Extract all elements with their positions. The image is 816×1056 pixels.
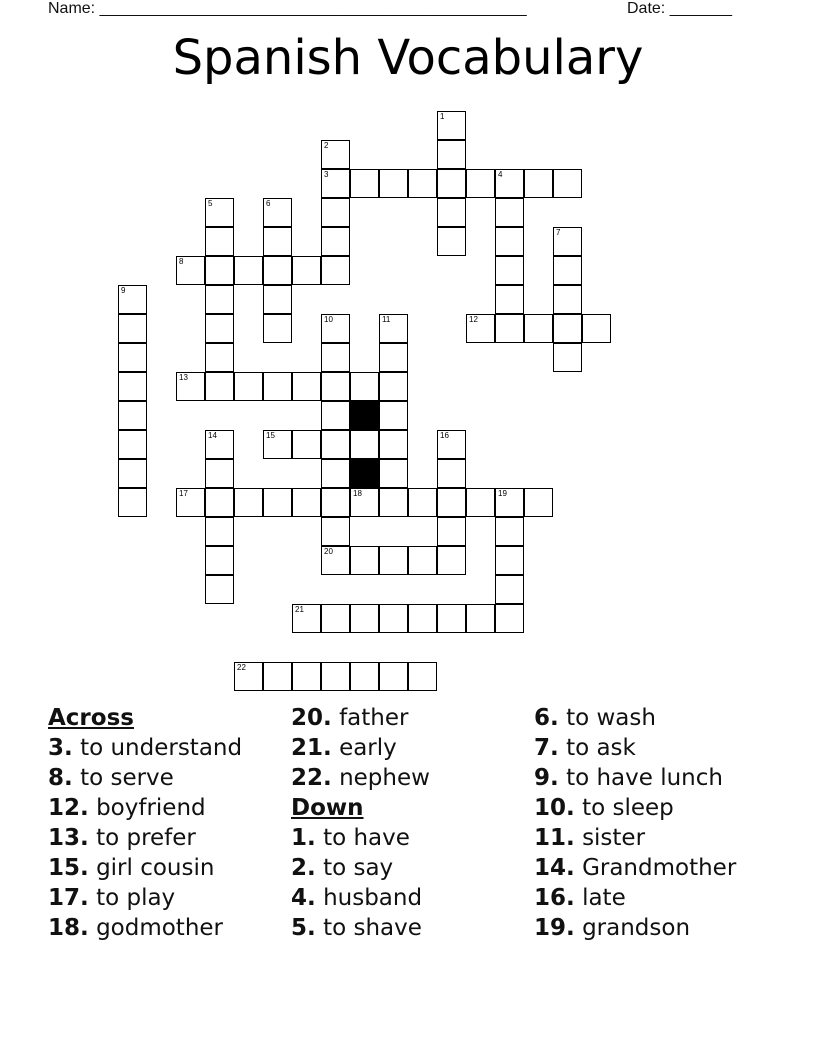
- crossword-cell[interactable]: [263, 662, 292, 691]
- crossword-cell[interactable]: [379, 430, 408, 459]
- cell-number: 7: [556, 228, 561, 237]
- clue-item: [291, 823, 430, 853]
- clue-number: 13.: [48, 825, 89, 851]
- clue-number: 7.: [534, 735, 559, 761]
- clue-text: to wash: [566, 705, 656, 731]
- clue-number: 14.: [534, 855, 575, 881]
- clue-item: [534, 913, 736, 943]
- clue-item: [534, 823, 736, 853]
- clue-text: father: [339, 705, 409, 731]
- clue-text: to say: [323, 855, 394, 881]
- crossword-cell[interactable]: [379, 372, 408, 401]
- crossword-cell[interactable]: [437, 140, 466, 169]
- crossword-cell[interactable]: [553, 343, 582, 372]
- crossword-cell[interactable]: [321, 401, 350, 430]
- crossword-cell[interactable]: [321, 459, 350, 488]
- crossword-cell[interactable]: [379, 546, 408, 575]
- clue-item: [48, 733, 242, 763]
- crossword-cell[interactable]: [263, 256, 292, 285]
- crossword-cell[interactable]: [321, 314, 350, 343]
- crossword-cell[interactable]: [205, 488, 234, 517]
- crossword-cell[interactable]: [350, 662, 379, 691]
- clue-number: 11.: [534, 825, 575, 851]
- cell-number: 2: [324, 141, 329, 150]
- crossword-cell[interactable]: [437, 430, 466, 459]
- crossword-cell[interactable]: [408, 488, 437, 517]
- clue-number: 5.: [291, 915, 316, 941]
- clue-item: [48, 883, 242, 913]
- crossword-cell[interactable]: [466, 488, 495, 517]
- crossword-cell[interactable]: [437, 198, 466, 227]
- cell-number: 6: [266, 199, 271, 208]
- crossword-cell[interactable]: [495, 517, 524, 546]
- clue-number: 22.: [291, 765, 332, 791]
- crossword-cell[interactable]: [205, 575, 234, 604]
- clues-column-1: [48, 703, 242, 943]
- crossword-cell[interactable]: [321, 546, 350, 575]
- crossword-cell[interactable]: [321, 604, 350, 633]
- crossword-cell[interactable]: [176, 372, 205, 401]
- clue-text: to prefer: [96, 825, 196, 851]
- clue-text: grandson: [582, 915, 691, 941]
- clue-text: Grandmother: [582, 855, 737, 881]
- crossword-cell[interactable]: [205, 372, 234, 401]
- clue-number: 1.: [291, 825, 316, 851]
- crossword-cell[interactable]: [553, 227, 582, 256]
- crossword-cell[interactable]: [350, 488, 379, 517]
- crossword-cell[interactable]: [118, 430, 147, 459]
- crossword-cell[interactable]: [292, 488, 321, 517]
- cell-number: 22: [237, 663, 246, 672]
- clue-number: 17.: [48, 885, 89, 911]
- clue-number: 21.: [291, 735, 332, 761]
- crossword-cell[interactable]: [205, 314, 234, 343]
- clue-text: to understand: [80, 735, 243, 761]
- crossword-cell[interactable]: [118, 488, 147, 517]
- crossword-cell[interactable]: [205, 256, 234, 285]
- clue-number: 15.: [48, 855, 89, 881]
- crossword-cell[interactable]: [321, 140, 350, 169]
- clue-item: [534, 733, 736, 763]
- cell-number: 15: [266, 431, 275, 440]
- clue-text: husband: [323, 885, 423, 911]
- crossword-cell[interactable]: [321, 169, 350, 198]
- clues-column-3: [534, 703, 736, 943]
- page-title: Spanish Vocabulary: [172, 30, 644, 86]
- crossword-cell[interactable]: [350, 546, 379, 575]
- crossword-cell[interactable]: [234, 256, 263, 285]
- crossword-cell[interactable]: [495, 227, 524, 256]
- clue-item: [291, 733, 430, 763]
- crossword-cell[interactable]: [263, 314, 292, 343]
- crossword-cell[interactable]: [205, 227, 234, 256]
- cell-number: 20: [324, 547, 333, 556]
- clue-item: [291, 763, 430, 793]
- clue-number: 18.: [48, 915, 89, 941]
- cell-number: 4: [498, 170, 503, 179]
- crossword-cell[interactable]: [350, 372, 379, 401]
- clue-item: [291, 913, 430, 943]
- crossword-cell[interactable]: [118, 343, 147, 372]
- crossword-cell[interactable]: [350, 604, 379, 633]
- blocked-square: [350, 459, 379, 488]
- crossword-cell[interactable]: [437, 227, 466, 256]
- clue-number: 8.: [48, 765, 73, 791]
- clue-item: [534, 853, 736, 883]
- clue-number: 3.: [48, 735, 73, 761]
- crossword-cell[interactable]: [292, 372, 321, 401]
- clue-text: to shave: [323, 915, 422, 941]
- clue-number: 2.: [291, 855, 316, 881]
- cell-number: 19: [498, 489, 507, 498]
- cell-number: 14: [208, 431, 217, 440]
- crossword-cell[interactable]: [350, 169, 379, 198]
- crossword-cell[interactable]: [524, 314, 553, 343]
- crossword-cell[interactable]: [437, 459, 466, 488]
- clue-item: [291, 703, 430, 733]
- crossword-cell[interactable]: [205, 546, 234, 575]
- crossword-cell[interactable]: [408, 604, 437, 633]
- crossword-cell[interactable]: [263, 227, 292, 256]
- crossword-cell[interactable]: [437, 111, 466, 140]
- clue-number: 4.: [291, 885, 316, 911]
- crossword-cell[interactable]: [495, 604, 524, 633]
- crossword-cell[interactable]: [408, 169, 437, 198]
- crossword-cell[interactable]: [553, 169, 582, 198]
- clue-text: to serve: [80, 765, 174, 791]
- crossword-cell[interactable]: [524, 488, 553, 517]
- crossword-cell[interactable]: [263, 430, 292, 459]
- crossword-cell[interactable]: [495, 314, 524, 343]
- clues-column-2: [291, 703, 430, 943]
- cell-number: 5: [208, 199, 213, 208]
- clue-text: godmother: [96, 915, 224, 941]
- crossword-cell[interactable]: [292, 662, 321, 691]
- clue-section-heading: Down: [291, 795, 364, 821]
- crossword-cell[interactable]: [263, 372, 292, 401]
- clue-number: 6.: [534, 705, 559, 731]
- date-field-label: Date: _______: [627, 0, 732, 17]
- cell-number: 13: [179, 373, 188, 382]
- crossword-cell[interactable]: [408, 662, 437, 691]
- crossword-cell[interactable]: [553, 285, 582, 314]
- cell-number: 11: [382, 315, 391, 324]
- crossword-cell[interactable]: [118, 401, 147, 430]
- crossword-cell[interactable]: [379, 662, 408, 691]
- crossword-cell[interactable]: [205, 198, 234, 227]
- crossword-cell[interactable]: [263, 488, 292, 517]
- crossword-cell[interactable]: [379, 343, 408, 372]
- clue-text: sister: [582, 825, 646, 851]
- crossword-cell[interactable]: [466, 604, 495, 633]
- cell-number: 3: [324, 170, 329, 179]
- clue-text: early: [339, 735, 397, 761]
- crossword-cell[interactable]: [379, 488, 408, 517]
- crossword-cell[interactable]: [176, 256, 205, 285]
- crossword-cell[interactable]: [379, 459, 408, 488]
- crossword-cell[interactable]: [321, 227, 350, 256]
- clue-item: [48, 913, 242, 943]
- crossword-cell[interactable]: [205, 343, 234, 372]
- crossword-cell[interactable]: [437, 517, 466, 546]
- clue-text: late: [582, 885, 626, 911]
- crossword-cell[interactable]: [379, 401, 408, 430]
- crossword-cell[interactable]: [263, 198, 292, 227]
- clue-text: girl cousin: [96, 855, 215, 881]
- crossword-cell[interactable]: [263, 285, 292, 314]
- cell-number: 21: [295, 605, 304, 614]
- crossword-cell[interactable]: [495, 285, 524, 314]
- clue-number: 20.: [291, 705, 332, 731]
- clue-number: 10.: [534, 795, 575, 821]
- clue-item: [534, 763, 736, 793]
- crossword-cell[interactable]: [118, 459, 147, 488]
- crossword-cell[interactable]: [437, 169, 466, 198]
- clue-number: 19.: [534, 915, 575, 941]
- crossword-cell[interactable]: [437, 546, 466, 575]
- crossword-cell[interactable]: [234, 488, 263, 517]
- clue-item: [48, 853, 242, 883]
- cell-number: 1: [440, 112, 445, 121]
- clue-section-heading: Across: [48, 705, 134, 731]
- crossword-cell[interactable]: [234, 662, 263, 691]
- clue-item: [291, 883, 430, 913]
- crossword-cell[interactable]: [176, 488, 205, 517]
- crossword-cell[interactable]: [321, 343, 350, 372]
- crossword-cell[interactable]: [321, 372, 350, 401]
- clue-item: [48, 793, 242, 823]
- crossword-cell[interactable]: [495, 169, 524, 198]
- cell-number: 8: [179, 257, 184, 266]
- clue-text: boyfriend: [96, 795, 206, 821]
- crossword-cell[interactable]: [321, 488, 350, 517]
- crossword-cell[interactable]: [495, 198, 524, 227]
- crossword-cell[interactable]: [350, 430, 379, 459]
- cell-number: 9: [121, 286, 126, 295]
- crossword-cell[interactable]: [321, 430, 350, 459]
- crossword-cell[interactable]: [524, 169, 553, 198]
- clue-text: to have lunch: [566, 765, 723, 791]
- crossword-cell[interactable]: [205, 517, 234, 546]
- crossword-cell[interactable]: [118, 314, 147, 343]
- crossword-cell[interactable]: [118, 372, 147, 401]
- crossword-cell[interactable]: [408, 546, 437, 575]
- clue-item: [534, 703, 736, 733]
- crossword-cell[interactable]: [495, 256, 524, 285]
- clue-number: 16.: [534, 885, 575, 911]
- name-field-label: Name: ________________________________________________: [48, 0, 527, 17]
- crossword-cell[interactable]: [292, 604, 321, 633]
- crossword-cell[interactable]: [292, 256, 321, 285]
- crossword-cell[interactable]: [205, 430, 234, 459]
- crossword-cell[interactable]: [379, 314, 408, 343]
- cell-number: 10: [324, 315, 333, 324]
- crossword-cell[interactable]: [379, 169, 408, 198]
- crossword-cell[interactable]: [466, 314, 495, 343]
- crossword-cell[interactable]: [582, 314, 611, 343]
- crossword-cell[interactable]: [292, 430, 321, 459]
- cell-number: 16: [440, 431, 449, 440]
- crossword-cell[interactable]: [321, 662, 350, 691]
- cell-number: 18: [353, 489, 362, 498]
- crossword-cell[interactable]: [379, 604, 408, 633]
- cell-number: 17: [179, 489, 188, 498]
- clue-item: [48, 823, 242, 853]
- clue-item: [291, 853, 430, 883]
- crossword-cell[interactable]: [553, 314, 582, 343]
- cell-number: 12: [469, 315, 478, 324]
- crossword-cell[interactable]: [205, 459, 234, 488]
- crossword-cell[interactable]: [495, 488, 524, 517]
- crossword-cell[interactable]: [321, 256, 350, 285]
- clue-number: 9.: [534, 765, 559, 791]
- crossword-cell[interactable]: [553, 256, 582, 285]
- clue-number: 12.: [48, 795, 89, 821]
- clue-item: [534, 883, 736, 913]
- clue-text: nephew: [339, 765, 430, 791]
- crossword-cell[interactable]: [466, 169, 495, 198]
- clue-text: to play: [96, 885, 176, 911]
- crossword-cell[interactable]: [495, 546, 524, 575]
- crossword-cell[interactable]: [321, 198, 350, 227]
- clue-text: to ask: [566, 735, 636, 761]
- crossword-cell[interactable]: [321, 517, 350, 546]
- blocked-square: [350, 401, 379, 430]
- crossword-cell[interactable]: [205, 285, 234, 314]
- crossword-cell[interactable]: [234, 372, 263, 401]
- clue-text: to sleep: [582, 795, 674, 821]
- crossword-cell[interactable]: [495, 575, 524, 604]
- crossword-cell[interactable]: [437, 604, 466, 633]
- crossword-cell[interactable]: [437, 488, 466, 517]
- clue-text: to have: [323, 825, 410, 851]
- crossword-cell[interactable]: [118, 285, 147, 314]
- clue-item: [48, 763, 242, 793]
- clue-item: [534, 793, 736, 823]
